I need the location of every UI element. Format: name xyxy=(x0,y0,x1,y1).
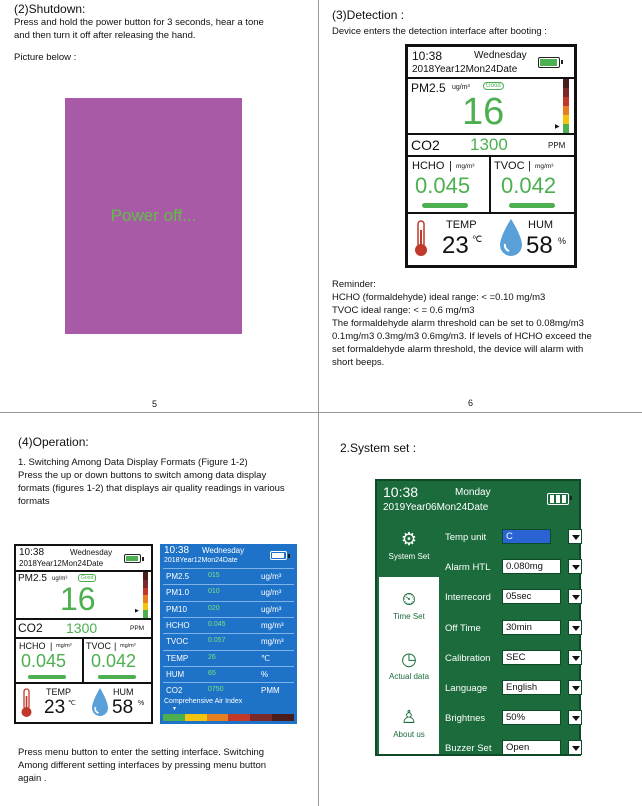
horizontal-divider xyxy=(0,412,642,413)
shutdown-line2: and then turn it off after releasing the hand. xyxy=(14,30,196,41)
setting-label: Brightnes xyxy=(445,713,486,725)
blue-time: 10:38 xyxy=(164,545,190,556)
detection-heading: (3)Detection : xyxy=(332,8,405,22)
small-hum-label: HUM xyxy=(113,687,134,697)
operation-line2: Press the up or down buttons to switch among data display xyxy=(18,470,267,481)
battery-icon xyxy=(538,57,560,68)
dropdown-arrow-icon[interactable] xyxy=(568,650,582,665)
color-scale-3 xyxy=(563,97,569,106)
small-co2-value: 1300 xyxy=(66,620,98,636)
small-co2-label: CO2 xyxy=(18,621,43,635)
time-panel xyxy=(408,47,574,77)
air-index-label: Comprehensive Air Index xyxy=(164,698,243,705)
blue-row-name: TVOC xyxy=(166,637,189,647)
blue-row-value: 0.045 xyxy=(208,620,226,628)
setting-row xyxy=(445,620,581,638)
small-hcho-level-bar xyxy=(28,675,66,679)
blue-date: 2018Year12Mon24Date xyxy=(164,557,238,564)
pm25-value: 16 xyxy=(462,91,505,133)
temp-unit: ℃ xyxy=(472,234,483,244)
thermometer-icon xyxy=(414,220,428,258)
pm25-unit: ug/m³ xyxy=(452,84,470,91)
small-detection-device xyxy=(14,544,153,724)
blue-row-name: PM1.0 xyxy=(166,588,190,598)
small-temp-unit: ℃ xyxy=(68,700,76,707)
water-drop-icon xyxy=(498,218,524,258)
tvoc-value: 0.042 xyxy=(501,173,557,198)
small-thermometer-icon xyxy=(21,688,32,718)
blue-row-unit: % xyxy=(261,669,269,679)
setting-value[interactable]: C xyxy=(502,529,551,544)
color-scale-6 xyxy=(563,124,569,133)
setting-label: Interrecord xyxy=(445,592,491,604)
small-weekday: Wednesday xyxy=(70,548,113,557)
hcho-value: 0.045 xyxy=(415,173,471,198)
blue-row-name: PM10 xyxy=(166,604,187,614)
small-color-scale-6 xyxy=(143,610,148,618)
small-time: 10:38 xyxy=(19,547,45,558)
blue-data-row xyxy=(163,682,294,697)
dropdown-arrow-icon[interactable] xyxy=(568,620,582,635)
air-index-seg-3 xyxy=(207,714,229,721)
reminder-line5: set formaldehyde alarm threshold, the device will alarm with xyxy=(332,344,584,355)
setting-value[interactable]: 30min xyxy=(502,620,561,635)
clock-icon: ◷ xyxy=(401,649,417,669)
operation-text xyxy=(18,456,285,508)
hum-value: 58 xyxy=(526,232,553,259)
small-hum-unit: % xyxy=(138,700,145,707)
operation-line3: formats (figures 1-2) that displays air quality readings in various xyxy=(18,483,285,494)
dropdown-arrow-icon[interactable] xyxy=(568,680,582,695)
reminder-title: Reminder: xyxy=(332,279,376,290)
detection-text: Device enters the detection interface after booting : xyxy=(332,26,547,37)
small-level-pointer-icon: ▶ xyxy=(135,608,139,614)
setting-value[interactable]: 0.080mg xyxy=(502,559,561,574)
power-off-screen xyxy=(65,98,242,334)
sys-battery-icon xyxy=(547,493,569,505)
reminder-text xyxy=(332,278,592,369)
blue-row-unit: ug/m³ xyxy=(261,588,282,598)
tvoc-separator: | xyxy=(528,160,531,172)
small-temp-label: TEMP xyxy=(46,687,72,697)
small-color-scale-4 xyxy=(143,595,148,603)
blue-data-row xyxy=(163,584,294,599)
setting-label: Temp unit xyxy=(445,532,487,543)
menu-line2: Among different setting interfaces by pressing menu button xyxy=(18,760,267,771)
detection-device xyxy=(405,44,577,268)
small-color-scale-5 xyxy=(143,603,148,610)
air-index-seg-5 xyxy=(250,714,272,721)
setting-value[interactable]: English xyxy=(502,680,561,695)
time: 10:38 xyxy=(412,49,443,63)
small-tvoc-label: TVOC xyxy=(86,641,112,651)
setting-row xyxy=(445,529,581,547)
small-temp-hum-panel xyxy=(16,684,151,722)
setting-label: Calibration xyxy=(445,652,491,664)
blue-row-unit: ℃ xyxy=(261,653,270,663)
small-color-scale-2 xyxy=(143,580,148,588)
co2-label: CO2 xyxy=(411,137,440,153)
blue-data-row xyxy=(163,633,294,648)
sidebar-about-us[interactable] xyxy=(379,701,439,754)
small-hcho-value: 0.045 xyxy=(21,651,67,671)
clock-settings-icon: ⏲ xyxy=(401,589,417,609)
hcho-separator: | xyxy=(449,160,452,172)
air-index-seg-4 xyxy=(228,714,250,721)
co2-unit: PPM xyxy=(548,141,566,150)
operation-heading: (4)Operation: xyxy=(18,435,89,449)
hum-unit: % xyxy=(558,236,567,246)
blue-row-name: TEMP xyxy=(166,653,189,663)
blue-row-value: 015 xyxy=(208,572,220,579)
tvoc-level-bar xyxy=(509,203,555,208)
setting-value[interactable]: SEC xyxy=(502,650,561,665)
blue-data-row xyxy=(163,601,294,616)
shutdown-line1: Press and hold the power button for 3 seconds, hear a tone xyxy=(14,17,264,28)
hum-label: HUM xyxy=(528,219,554,231)
color-scale-4 xyxy=(563,106,569,115)
color-scale-5 xyxy=(563,115,569,124)
reminder-line2: TVOC ideal range: < = 0.6 mg/m3 xyxy=(332,305,475,316)
system-set-screen xyxy=(375,479,581,756)
setting-row xyxy=(445,650,581,668)
blue-row-unit: mg/m³ xyxy=(261,637,284,647)
blue-row-value: 020 xyxy=(208,604,220,612)
blue-row-unit: mg/m³ xyxy=(261,620,284,630)
temp-hum-panel xyxy=(408,214,574,265)
blue-battery-icon xyxy=(270,551,287,560)
vertical-divider xyxy=(318,0,319,806)
reminder-line3: The formaldehyde alarm threshold can be set to 0.08mg/m3 xyxy=(332,318,584,329)
air-index-seg-1 xyxy=(163,714,185,721)
reminder-line4: 0.1mg/m3 0.3mg/m3 0.6mg/m3. If levels of HCHO exceed the xyxy=(332,331,592,342)
setting-value[interactable]: 50% xyxy=(502,710,561,725)
small-tvoc-unit: mg/m³ xyxy=(120,643,136,649)
gear-icon: ⚙ xyxy=(400,529,418,549)
sys-weekday: Monday xyxy=(455,487,491,498)
hcho-panel xyxy=(408,157,489,212)
air-index-seg-6 xyxy=(272,714,294,721)
page-number-5: 5 xyxy=(152,399,158,409)
setting-row xyxy=(445,740,581,758)
blue-data-screen xyxy=(160,544,297,724)
small-pm25-value: 16 xyxy=(60,581,96,617)
blue-row-name: HUM xyxy=(166,669,185,679)
level-pointer-icon: ▶ xyxy=(555,124,560,130)
sidebar-time-set[interactable] xyxy=(379,581,439,637)
setting-value[interactable]: Open xyxy=(502,740,561,755)
sys-sidebar xyxy=(379,519,439,754)
setting-label: Alarm HTL xyxy=(445,562,491,574)
air-index-seg-2 xyxy=(185,714,207,721)
small-hcho-panel xyxy=(16,639,82,682)
small-color-scale-3 xyxy=(143,588,148,595)
sidebar-about-us-label: About us xyxy=(393,730,425,739)
small-tvoc-separator: | xyxy=(114,641,117,651)
reminder-line1: HCHO (formaldehyde) ideal range: < =0.10 mg/m3 xyxy=(332,292,546,303)
power-off-text: Power off... xyxy=(110,206,197,225)
blue-row-value: 010 xyxy=(208,588,220,596)
blue-data-row xyxy=(163,650,294,665)
hcho-label: HCHO xyxy=(412,160,445,172)
blue-row-name: CO2 xyxy=(166,686,183,696)
good-badge: Good xyxy=(483,82,504,90)
blue-row-unit: ug/m³ xyxy=(261,572,282,581)
sidebar-actual-data-label: Actual data xyxy=(388,672,430,681)
dropdown-arrow-icon[interactable] xyxy=(568,529,582,544)
menu-line1: Press menu button to enter the setting interface. Switching xyxy=(18,747,265,758)
setting-label: Off Time xyxy=(445,622,481,634)
small-tvoc-level-bar xyxy=(98,675,136,679)
small-hcho-separator: | xyxy=(50,641,53,651)
sidebar-system-set-label: System Set xyxy=(388,552,430,561)
setting-row xyxy=(445,680,581,698)
dropdown-arrow-icon[interactable] xyxy=(568,710,582,725)
setting-row xyxy=(445,589,581,607)
operation-line1: 1. Switching Among Data Display Formats (Figure 1-2) xyxy=(18,457,248,468)
co2-value: 1300 xyxy=(470,135,508,154)
small-tvoc-value: 0.042 xyxy=(91,651,137,671)
menu-line3: again . xyxy=(18,773,47,784)
small-hcho-unit: mg/m³ xyxy=(56,643,72,649)
small-water-drop-icon xyxy=(90,687,110,719)
temp-value: 23 xyxy=(442,232,469,259)
blue-row-name: HCHO xyxy=(166,620,190,630)
blue-row-value: 65 xyxy=(208,669,216,677)
dropdown-arrow-icon[interactable] xyxy=(568,589,582,604)
sys-date: 2019Year06Mon24Date xyxy=(383,502,489,513)
color-scale-2 xyxy=(563,88,569,97)
blue-data-row xyxy=(163,617,294,632)
pm25-panel xyxy=(408,79,574,133)
hcho-unit: mg/m³ xyxy=(456,163,475,170)
sidebar-time-set-label: Time Set xyxy=(393,612,425,621)
date: 2018Year12Mon24Date xyxy=(412,64,518,75)
small-hum-value: 58 xyxy=(112,697,134,718)
small-tvoc-panel xyxy=(84,639,151,682)
small-good-badge: Good xyxy=(78,574,96,582)
tvoc-label: TVOC xyxy=(494,160,525,172)
blue-data-row xyxy=(163,568,294,583)
operation-line4: formats xyxy=(18,496,50,507)
setting-label: Buzzer Set xyxy=(445,743,492,755)
tvoc-panel xyxy=(491,157,574,212)
small-pm25-label: PM2.5 xyxy=(18,573,47,584)
blue-weekday: Wednesday xyxy=(202,546,245,555)
small-date: 2018Year12Mon24Date xyxy=(19,559,104,568)
tvoc-unit: mg/m³ xyxy=(535,163,554,170)
small-hcho-label: HCHO xyxy=(19,641,46,651)
sidebar-actual-data[interactable] xyxy=(379,641,439,697)
shutdown-heading: (2)Shutdown: xyxy=(14,2,86,16)
small-pm25-panel xyxy=(16,572,151,618)
color-scale-1 xyxy=(563,79,569,88)
pm25-label: PM2.5 xyxy=(411,81,446,95)
temp-label: TEMP xyxy=(446,219,477,231)
sys-time: 10:38 xyxy=(383,484,419,500)
small-color-scale-1 xyxy=(143,572,148,580)
setting-row xyxy=(445,559,581,577)
dropdown-arrow-icon[interactable] xyxy=(568,559,582,574)
small-battery-icon xyxy=(124,554,141,563)
page-number-6: 6 xyxy=(468,398,474,408)
menu-instructions xyxy=(18,746,266,785)
blue-row-name: PM2.5 xyxy=(166,572,190,581)
co2-panel xyxy=(408,135,574,155)
blue-row-unit: PMM xyxy=(261,686,280,696)
small-co2-panel xyxy=(16,620,151,637)
blue-row-value: 26 xyxy=(208,653,216,661)
shutdown-text xyxy=(14,16,264,42)
blue-row-value: 0.057 xyxy=(208,637,226,645)
air-index-bar xyxy=(163,714,294,721)
person-icon: ♙ xyxy=(400,707,418,727)
small-temp-value: 23 xyxy=(44,697,66,718)
blue-data-row xyxy=(163,666,294,681)
small-pm25-unit: ug/m³ xyxy=(52,576,68,582)
hcho-level-bar xyxy=(422,203,468,208)
small-time-panel xyxy=(16,546,151,570)
weekday: Wednesday xyxy=(474,50,527,61)
setting-value[interactable]: 05sec xyxy=(502,589,561,604)
air-index-pointer-icon: ▼ xyxy=(172,706,177,712)
dropdown-arrow-icon[interactable] xyxy=(568,740,582,755)
blue-row-unit: ug/m³ xyxy=(261,604,282,614)
blue-row-value: 0750 xyxy=(208,686,224,694)
reminder-line6: short beeps. xyxy=(332,357,385,368)
sidebar-system-set[interactable] xyxy=(379,519,439,577)
small-co2-unit: PPM xyxy=(130,625,145,632)
setting-label: Language xyxy=(445,683,488,694)
setting-row xyxy=(445,710,581,728)
system-set-heading: 2.System set : xyxy=(340,441,417,455)
picture-below-label: Picture below : xyxy=(14,52,77,63)
